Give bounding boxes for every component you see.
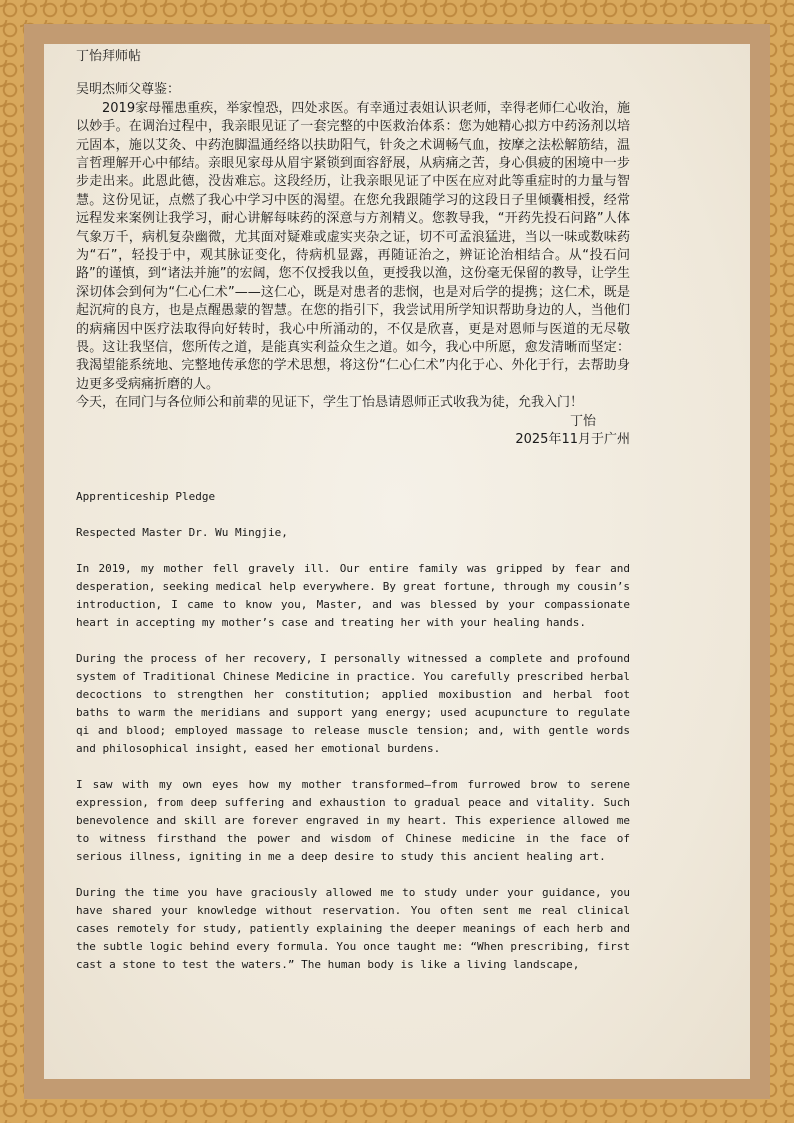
letter-body: 2019家母罹患重疾，举家惶恐，四处求医。有幸通过表姐认识老师，幸得老师仁心收治，施以妙手。在调治过程中，我亲眼见证了一套完整的中医救治体系：您为她精心拟方中药汤剂以培元固本，施以艾灸、中药泡脚温通经络以扶助阳气，针灸之术调畅气血，按摩之法松解筋结，温言哲理解开心中郁结。亲眼见家母从眉宇紧锁到面容舒展，从病痛之苦，身心俱疲的困境中一步步走出来。此恩此德，没齿难忘。这段经历，让我亲眼见证了中医在应对此等重症时的力量与智慧。这份见证，点燃了我心中学习中医的渴望。在您允我跟随学习的这段日子里倾囊相授，经常远程发来案例让我学习，耐心讲解每味药的深意与方剂精义。您教导我，“开药先投石问路”人体气象万千，病机复杂幽微，尤其面对疑难或虚实夹杂之证，切不可孟浪猛进，当以一味或数味药为“石”，轻投于中，观其脉证变化，待病机显露，再随证治之，辨证论治相结合。从“投石问路”的谨慎，到“诸法并施”的宏阔，您不仅授我以鱼，更授我以渔，这份毫无保留的教导，让学生深切体会到何为“仁心仁术”——这仁心，既是对患者的悲悯，也是对后学的提携；这仁术，既是起沉疴的良方，也是点醒愚蒙的智慧。在您的指引下，我尝试用所学知识帮助身边的人，当他们的病痛因中医疗法取得向好转时，我心中所涌动的，不仅是欣喜，更是对恩师与医道的无尽敬畏。这让我坚信，您所传之道，是能真实利益众生之道。如今，我心中所愿，愈发清晰而坚定：我渴望能系统地、完整地传承您的学术思想，将这份“仁心仁术”内化于心、外化于行，去帮助身边更多受病痛折磨的人。	[76, 100, 630, 392]
letter-signature: 丁怡	[569, 413, 596, 429]
chinese-letter	[76, 48, 630, 450]
english-letter	[76, 488, 630, 992]
letter-title: 丁怡拜师帖	[76, 49, 142, 64]
english-paragraph: In 2019, my mother fell gravely ill. Our entire family was gripped by fear and desperation, seeking medical help everywhere. By great fortune, through my cousin’s introduction, I came to know you, Master, and was blessed by your compassionate heart in accepting my mother’s case and treating her with your healing hands.	[76, 562, 630, 629]
english-paragraph: I saw with my own eyes how my mother transformed—from furrowed brow to serene expression, from deep suffering and exhaustion to gradual peace and vitality. Such benevolence and skill are forever engraved in my heart. This experience allowed me to witness firsthand the power and wisdom of Chinese medicine in the face of serious illness, igniting in me a deep desire to study this ancient healing art.	[76, 778, 630, 863]
letter-salutation: 吴明杰师父尊鉴：	[76, 82, 181, 98]
english-title: Apprenticeship Pledge	[76, 490, 216, 503]
letter-date: 2025年11月于广州	[515, 432, 630, 448]
english-paragraph: During the time you have graciously allowed me to study under your guidance, you have shared your knowledge without reservation. You often sent me real clinical cases remotely for study, patiently explaining the deeper meanings of each herb and the subtle logic behind every formula. You once taught me: “When prescribing, first cast a stone to test the waters.” The human body is like a living landscape,	[76, 886, 630, 971]
letter-closing: 今天，在同门与各位师公和前辈的见证下，学生丁怡恳请恩师正式收我为徒，允我入门！	[76, 395, 584, 411]
english-paragraph: During the process of her recovery, I personally witnessed a complete and profound system of Traditional Chinese Medicine in practice. You carefully prescribed herbal decoctions to strengthen her constitution; applied moxibustion and herbal foot baths to warm the meridians and support yang energy; used acupuncture to regulate qi and blood; employed massage to release muscle tension; and, with gentle words and philosophical insight, eased her emotional burdens.	[76, 652, 630, 755]
english-salutation: Respected Master Dr. Wu Mingjie,	[76, 526, 288, 539]
